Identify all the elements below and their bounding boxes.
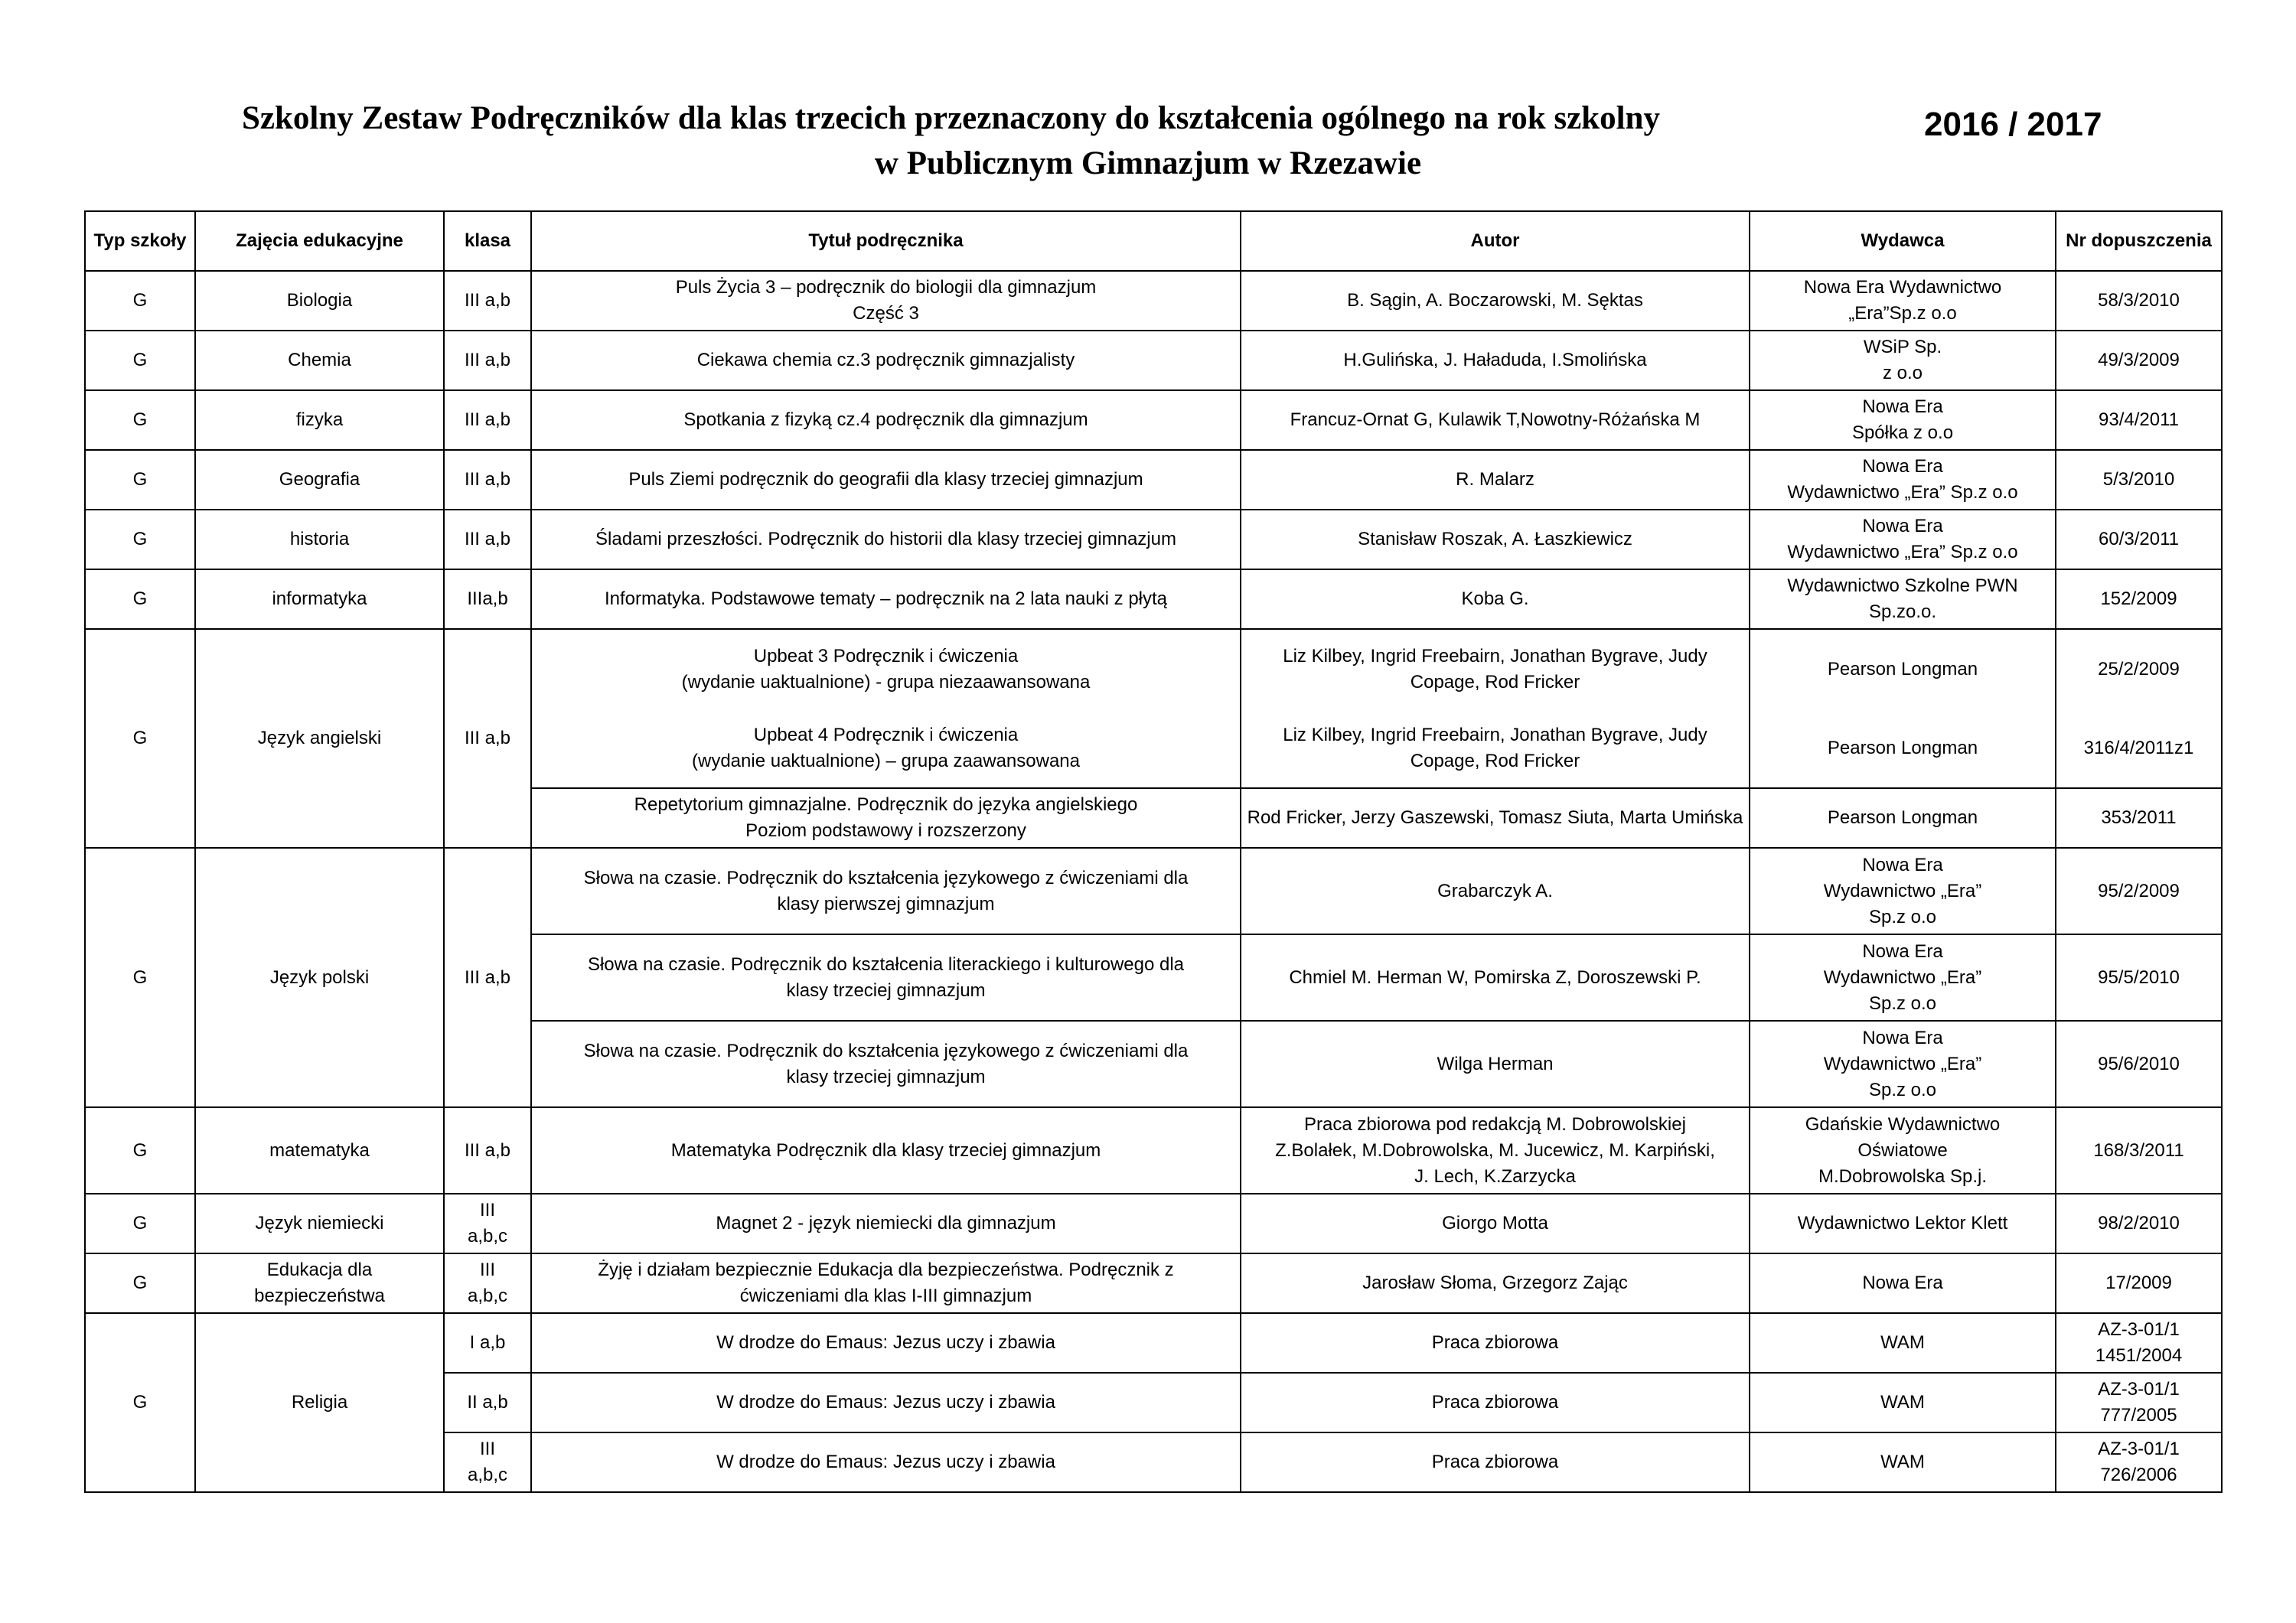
cell-typ: G <box>85 1107 195 1194</box>
cell-nr: 95/2/2009 <box>2056 848 2222 934</box>
cell-typ: G <box>85 331 195 390</box>
cell-klasa: III a,b <box>444 450 531 510</box>
table-header-row <box>85 211 2222 271</box>
cell-zajecia: historia <box>195 510 444 569</box>
cell-autor: B. Sągin, A. Boczarowski, M. Sęktas <box>1241 271 1750 331</box>
cell-nr: AZ-3-01/1 726/2006 <box>2056 1432 2222 1492</box>
cell-wydawca: Nowa Era Wydawnictwo „Era” Sp.z o.o <box>1750 450 2056 510</box>
header-nr: Nr dopuszczenia <box>2056 211 2222 271</box>
cell-nr: 5/3/2010 <box>2056 450 2222 510</box>
table-row <box>85 1194 2222 1253</box>
cell-autor: R. Malarz <box>1241 450 1750 510</box>
table-row <box>85 390 2222 450</box>
cell-autor: Praca zbiorowa pod redakcją M. Dobrowolskiej Z.Bolałek, M.Dobrowolska, M. Jucewicz, M. Karpiński, J. Lech, K.Zarzycka <box>1241 1107 1750 1194</box>
cell-nr: 316/4/2011z1 <box>2056 709 2222 788</box>
cell-tytul: W drodze do Emaus: Jezus uczy i zbawia <box>531 1373 1241 1432</box>
cell-wydawca: Pearson Longman <box>1750 629 2056 709</box>
cell-wydawca: WAM <box>1750 1313 2056 1373</box>
table-row <box>85 569 2222 629</box>
table-row <box>85 510 2222 569</box>
cell-wydawca: Pearson Longman <box>1750 709 2056 788</box>
header-klasa: klasa <box>444 211 531 271</box>
cell-nr: 95/5/2010 <box>2056 934 2222 1021</box>
cell-autor: Chmiel M. Herman W, Pomirska Z, Doroszewski P. <box>1241 934 1750 1021</box>
cell-wydawca: Gdańskie Wydawnictwo Oświatowe M.Dobrowolska Sp.j. <box>1750 1107 2056 1194</box>
cell-autor: Praca zbiorowa <box>1241 1432 1750 1492</box>
cell-typ: G <box>85 1194 195 1253</box>
cell-zajecia: Religia <box>195 1313 444 1492</box>
cell-nr: 98/2/2010 <box>2056 1194 2222 1253</box>
cell-wydawca: Nowa Era Wydawnictwo „Era” Sp.z o.o <box>1750 510 2056 569</box>
cell-wydawca: WSiP Sp. z o.o <box>1750 331 2056 390</box>
cell-nr: 152/2009 <box>2056 569 2222 629</box>
cell-zajecia: matematyka <box>195 1107 444 1194</box>
header-autor: Autor <box>1241 211 1750 271</box>
header-typ: Typ szkoły <box>85 211 195 271</box>
cell-typ: G <box>85 510 195 569</box>
cell-autor: Koba G. <box>1241 569 1750 629</box>
cell-wydawca: WAM <box>1750 1373 2056 1432</box>
textbook-table <box>84 210 2223 1493</box>
cell-autor: Giorgo Motta <box>1241 1194 1750 1253</box>
cell-nr: AZ-3-01/1 1451/2004 <box>2056 1313 2222 1373</box>
cell-zajecia: Chemia <box>195 331 444 390</box>
cell-klasa: III a,b <box>444 390 531 450</box>
table-row <box>85 848 2222 934</box>
cell-nr: 25/2/2009 <box>2056 629 2222 709</box>
cell-autor: Francuz-Ornat G, Kulawik T,Nowotny-Różańska M <box>1241 390 1750 450</box>
cell-wydawca: Nowa Era Wydawnictwo „Era” Sp.z o.o <box>1750 934 2056 1021</box>
cell-wydawca: Nowa Era Spółka z o.o <box>1750 390 2056 450</box>
cell-typ: G <box>85 569 195 629</box>
cell-typ: G <box>85 390 195 450</box>
table-row <box>85 1107 2222 1194</box>
table-row <box>85 629 2222 709</box>
cell-tytul: Śladami przeszłości. Podręcznik do historii dla klasy trzeciej gimnazjum <box>531 510 1241 569</box>
table-row <box>85 450 2222 510</box>
cell-autor: Grabarczyk A. <box>1241 848 1750 934</box>
cell-nr: 60/3/2011 <box>2056 510 2222 569</box>
cell-autor: Liz Kilbey, Ingrid Freebairn, Jonathan Bygrave, Judy Copage, Rod Fricker <box>1241 709 1750 788</box>
cell-klasa: I a,b <box>444 1313 531 1373</box>
cell-tytul: Upbeat 4 Podręcznik i ćwiczenia (wydanie uaktualnione) – grupa zaawansowana <box>531 709 1241 788</box>
cell-tytul: Żyję i działam bezpiecznie Edukacja dla bezpieczeństwa. Podręcznik z ćwiczeniami dla klas I-III gimnazjum <box>531 1253 1241 1313</box>
table-row <box>85 331 2222 390</box>
cell-autor: Rod Fricker, Jerzy Gaszewski, Tomasz Siuta, Marta Umińska <box>1241 788 1750 848</box>
cell-tytul: Słowa na czasie. Podręcznik do kształcenia literackiego i kulturowego dla klasy trzeciej gimnazjum <box>531 934 1241 1021</box>
cell-tytul: Słowa na czasie. Podręcznik do kształcenia językowego z ćwiczeniami dla klasy pierwszej gimnazjum <box>531 848 1241 934</box>
cell-nr: 58/3/2010 <box>2056 271 2222 331</box>
cell-wydawca: Nowa Era Wydawnictwo „Era” Sp.z o.o <box>1750 1021 2056 1107</box>
cell-nr: 17/2009 <box>2056 1253 2222 1313</box>
cell-autor: Jarosław Słoma, Grzegorz Zając <box>1241 1253 1750 1313</box>
cell-wydawca: Wydawnictwo Szkolne PWN Sp.zo.o. <box>1750 569 2056 629</box>
document-subtitle: w Publicznym Gimnazjum w Rzezawie <box>874 145 1422 181</box>
cell-zajecia: Język niemiecki <box>195 1194 444 1253</box>
cell-tytul: Matematyka Podręcznik dla klasy trzeciej gimnazjum <box>531 1107 1241 1194</box>
cell-nr: AZ-3-01/1 777/2005 <box>2056 1373 2222 1432</box>
cell-klasa: III a,b <box>444 510 531 569</box>
cell-zajecia: Język polski <box>195 848 444 1107</box>
cell-tytul: Upbeat 3 Podręcznik i ćwiczenia (wydanie uaktualnione) - grupa niezaawansowana <box>531 629 1241 709</box>
cell-klasa: III a,b <box>444 331 531 390</box>
cell-klasa: II a,b <box>444 1373 531 1432</box>
cell-typ: G <box>85 1253 195 1313</box>
cell-tytul: Puls Ziemi podręcznik do geografii dla klasy trzeciej gimnazjum <box>531 450 1241 510</box>
cell-zajecia: Edukacja dla bezpieczeństwa <box>195 1253 444 1313</box>
cell-klasa: III a,b <box>444 1107 531 1194</box>
cell-autor: Liz Kilbey, Ingrid Freebairn, Jonathan Bygrave, Judy Copage, Rod Fricker <box>1241 629 1750 709</box>
cell-wydawca: Nowa Era Wydawnictwo „Era”Sp.z o.o <box>1750 271 2056 331</box>
cell-zajecia: Geografia <box>195 450 444 510</box>
cell-wydawca: Nowa Era <box>1750 1253 2056 1313</box>
cell-klasa: IIIa,b <box>444 569 531 629</box>
cell-wydawca: WAM <box>1750 1432 2056 1492</box>
cell-klasa: III a,b <box>444 271 531 331</box>
cell-klasa: III a,b,c <box>444 1194 531 1253</box>
cell-klasa: III a,b <box>444 848 531 1107</box>
cell-typ: G <box>85 1313 195 1492</box>
table-row <box>85 1313 2222 1373</box>
header-tytul: Tytuł podręcznika <box>531 211 1241 271</box>
cell-wydawca: Nowa Era Wydawnictwo „Era” Sp.z o.o <box>1750 848 2056 934</box>
cell-tytul: Informatyka. Podstawowe tematy – podręcznik na 2 lata nauki z płytą <box>531 569 1241 629</box>
table-row <box>85 1253 2222 1313</box>
cell-tytul: Puls Życia 3 – podręcznik do biologii dla gimnazjum Część 3 <box>531 271 1241 331</box>
cell-tytul: Magnet 2 - język niemiecki dla gimnazjum <box>531 1194 1241 1253</box>
cell-nr: 49/3/2009 <box>2056 331 2222 390</box>
cell-typ: G <box>85 271 195 331</box>
school-year: 2016 / 2017 <box>1924 106 2102 143</box>
cell-tytul: Ciekawa chemia cz.3 podręcznik gimnazjalisty <box>531 331 1241 390</box>
cell-tytul: Słowa na czasie. Podręcznik do kształcenia językowego z ćwiczeniami dla klasy trzeciej gimnazjum <box>531 1021 1241 1107</box>
cell-nr: 93/4/2011 <box>2056 390 2222 450</box>
cell-klasa: III a,b,c <box>444 1253 531 1313</box>
header-zajecia: Zajęcia edukacyjne <box>195 211 444 271</box>
cell-tytul: Spotkania z fizyką cz.4 podręcznik dla gimnazjum <box>531 390 1241 450</box>
cell-tytul: W drodze do Emaus: Jezus uczy i zbawia <box>531 1432 1241 1492</box>
document-title: Szkolny Zestaw Podręczników dla klas trzecich przeznaczony do kształcenia ogólnego na rok szkolny <box>242 100 1660 136</box>
cell-autor: Stanisław Roszak, A. Łaszkiewicz <box>1241 510 1750 569</box>
table-row <box>85 271 2222 331</box>
cell-autor: Praca zbiorowa <box>1241 1313 1750 1373</box>
cell-zajecia: fizyka <box>195 390 444 450</box>
cell-zajecia: Język angielski <box>195 629 444 848</box>
cell-typ: G <box>85 629 195 848</box>
cell-klasa: III a,b <box>444 629 531 848</box>
cell-zajecia: informatyka <box>195 569 444 629</box>
cell-typ: G <box>85 848 195 1107</box>
cell-autor: Praca zbiorowa <box>1241 1373 1750 1432</box>
cell-typ: G <box>85 450 195 510</box>
cell-autor: H.Gulińska, J. Haładuda, I.Smolińska <box>1241 331 1750 390</box>
cell-zajecia: Biologia <box>195 271 444 331</box>
cell-klasa: III a,b,c <box>444 1432 531 1492</box>
header-wydawca: Wydawca <box>1750 211 2056 271</box>
cell-nr: 95/6/2010 <box>2056 1021 2222 1107</box>
cell-nr: 353/2011 <box>2056 788 2222 848</box>
cell-nr: 168/3/2011 <box>2056 1107 2222 1194</box>
cell-autor: Wilga Herman <box>1241 1021 1750 1107</box>
cell-wydawca: Wydawnictwo Lektor Klett <box>1750 1194 2056 1253</box>
cell-tytul: Repetytorium gimnazjalne. Podręcznik do języka angielskiego Poziom podstawowy i rozszerzony <box>531 788 1241 848</box>
cell-wydawca: Pearson Longman <box>1750 788 2056 848</box>
cell-tytul: W drodze do Emaus: Jezus uczy i zbawia <box>531 1313 1241 1373</box>
